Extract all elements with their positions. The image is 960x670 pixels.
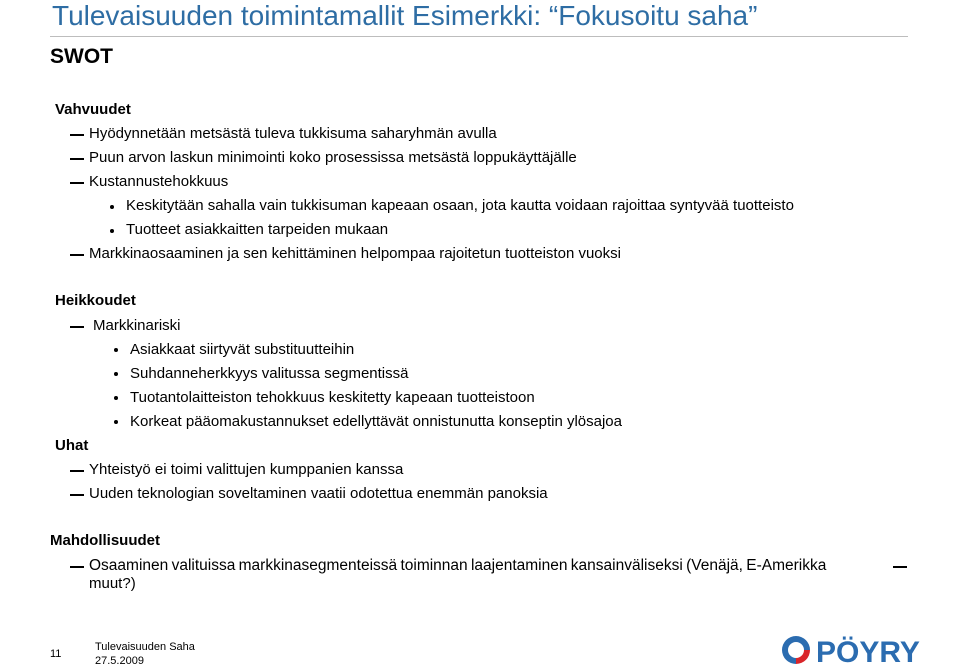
dot-bullet xyxy=(114,348,118,352)
dash-bullet xyxy=(70,326,84,328)
list-item: Yhteistyö ei toimi valittujen kumppanien kanssa xyxy=(89,461,404,478)
footer-brand-name: Tulevaisuuden Saha xyxy=(95,641,195,653)
list-item: Hyödynnetään metsästä tuleva tukkisuma saharyhmän avulla xyxy=(89,125,497,142)
list-item: Tuotantolaitteiston tehokkuus keskitetty kapeaan tuotteistoon xyxy=(130,389,535,406)
section-heading-heikkoudet: Heikkoudet xyxy=(55,292,136,309)
list-item: Keskitytään sahalla vain tukkisuman kapeaan osaan, jota kautta voidaan rajoittaa syntyvää tuotteisto xyxy=(126,197,794,214)
list-item: Suhdanneherkkyys valitussa segmentissä xyxy=(130,365,409,382)
list-item: Markkinariski xyxy=(93,317,181,334)
list-item: Kustannustehokkuus xyxy=(89,173,229,190)
poyry-logo-text: PÖYRY xyxy=(816,636,920,668)
list-item: Asiakkaat siirtyvät substituutteihin xyxy=(130,341,355,358)
poyry-logo xyxy=(778,632,954,668)
section-heading-uhat: Uhat xyxy=(55,437,89,454)
dash-bullet xyxy=(70,254,84,256)
section-heading-vahvuudet: Vahvuudet xyxy=(55,101,131,118)
page-number: 11 xyxy=(50,648,62,660)
dash-bullet xyxy=(70,182,84,184)
list-item: Korkeat pääomakustannukset edellyttävät onnistunutta konseptin ylösajoa xyxy=(130,413,622,430)
dot-bullet xyxy=(110,229,114,233)
dash-bullet xyxy=(70,470,84,472)
dot-bullet xyxy=(114,420,118,424)
inline-dash xyxy=(893,566,907,568)
list-item: Markkinaosaaminen ja sen kehittäminen helpompaa rajoitetun tuotteiston vuoksi xyxy=(89,245,621,262)
dash-bullet xyxy=(70,134,84,136)
dash-bullet xyxy=(70,494,84,496)
dot-bullet xyxy=(110,205,114,209)
list-item: Uuden teknologian soveltaminen vaatii odotettua enemmän panoksia xyxy=(89,485,548,502)
list-item-continuation: muut?) xyxy=(89,575,136,592)
list-item: Tuotteet asiakkaitten tarpeiden mukaan xyxy=(126,221,389,238)
dot-bullet xyxy=(114,372,118,376)
title-divider xyxy=(50,36,908,37)
list-item: Osaaminen valituissa markkinasegmenteissä toiminnan laajentaminen kansainväliseksi (Venäjä, E-Amerikka xyxy=(89,557,827,574)
slide-subtitle: SWOT xyxy=(50,45,113,68)
dash-bullet xyxy=(70,566,84,568)
footer-brand xyxy=(95,640,195,668)
section-heading-mahdollisuudet: Mahdollisuudet xyxy=(50,532,160,549)
list-item: Puun arvon laskun minimointi koko prosessissa metsästä loppukäyttäjälle xyxy=(89,149,577,166)
dash-bullet xyxy=(70,158,84,160)
footer-date: 27.5.2009 xyxy=(95,655,144,667)
slide-title: Tulevaisuuden toimintamallit Esimerkki: “Fokusoitu saha” xyxy=(52,0,758,31)
poyry-logo-icon xyxy=(782,636,810,664)
dot-bullet xyxy=(114,396,118,400)
